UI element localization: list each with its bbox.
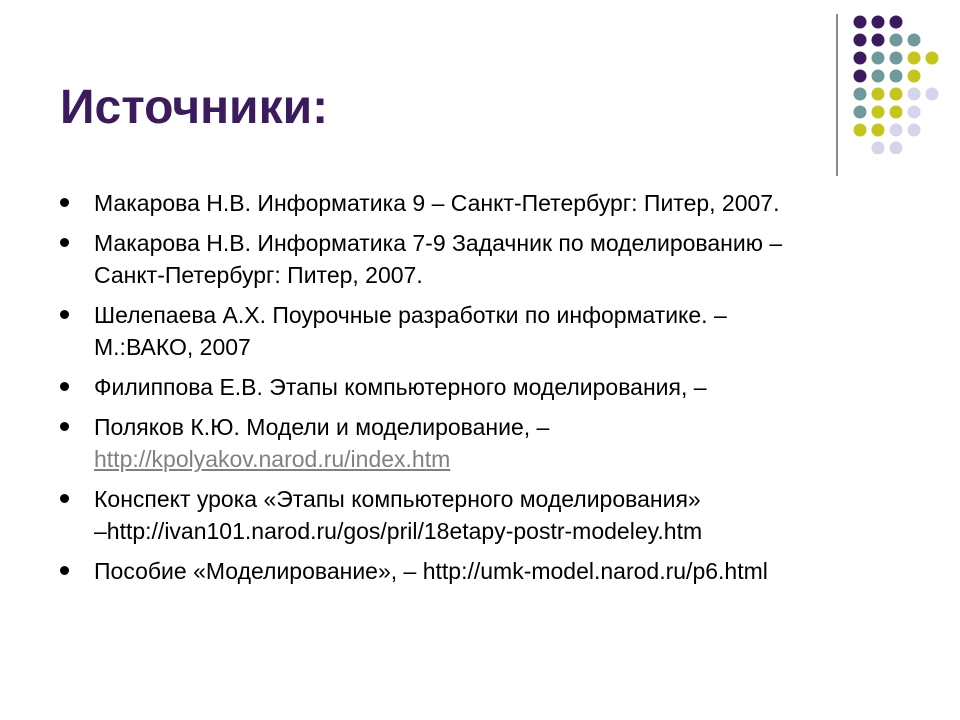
decorative-dot (854, 106, 867, 119)
bullet-icon (60, 198, 69, 207)
decorative-dot (890, 106, 903, 119)
decorative-dot (854, 70, 867, 83)
source-item-1 (60, 187, 920, 219)
decorative-dot (872, 70, 885, 83)
decorative-dot (926, 52, 939, 65)
decorative-dot (854, 52, 867, 65)
decorative-dot (926, 88, 939, 101)
source-item-text: Санкт-Петербург: Питер, 2007. (94, 262, 423, 288)
source-item-text: Пособие «Моделирование», – http://umk-model.narod.ru/p6.html (94, 558, 768, 584)
decorative-dot (908, 34, 921, 47)
bullet-icon (60, 382, 69, 391)
bullet-icon (60, 310, 69, 319)
source-item-text: М.:ВАКО, 2007 (94, 334, 251, 360)
decorative-dot (872, 34, 885, 47)
source-item-6 (60, 483, 920, 547)
decorative-dot (872, 16, 885, 29)
decorative-dot (890, 16, 903, 29)
decorative-dot (908, 106, 921, 119)
decorative-dot (908, 70, 921, 83)
source-item-2 (60, 227, 920, 291)
decorative-dot (890, 142, 903, 155)
decorative-dot (872, 88, 885, 101)
source-item-text: Филиппова Е.В. Этапы компьютерного моделирования, – (94, 374, 707, 400)
decorative-dot (890, 70, 903, 83)
bullet-icon (60, 422, 69, 431)
source-item-text: Поляков К.Ю. Модели и моделирование, – (94, 414, 550, 440)
sources-list (60, 187, 920, 595)
source-item-text: Макарова Н.В. Информатика 7-9 Задачник по моделированию – (94, 230, 783, 256)
decorative-dot-grid (852, 14, 948, 154)
decorative-dot (854, 34, 867, 47)
source-item-text: –http://ivan101.narod.ru/gos/pril/18etapy-postr-modeley.htm (94, 518, 703, 544)
source-item-3 (60, 299, 920, 363)
decorative-dot (890, 88, 903, 101)
bullet-icon (60, 494, 69, 503)
decorative-dot (872, 106, 885, 119)
decorative-dot (854, 124, 867, 137)
decorative-dot (908, 88, 921, 101)
kpolyakov-link[interactable]: http://kpolyakov.narod.ru/index.htm (94, 446, 451, 472)
decorative-dot (908, 52, 921, 65)
decorative-dot (890, 52, 903, 65)
decorative-dot (854, 88, 867, 101)
source-item-text: Шелепаева А.Х. Поурочные разработки по информатике. – (94, 302, 727, 328)
decorative-dot (872, 142, 885, 155)
decorative-dot (908, 124, 921, 137)
decorative-dot (872, 52, 885, 65)
source-item-text: Макарова Н.В. Информатика 9 – Санкт-Петербург: Питер, 2007. (94, 190, 780, 216)
slide-title: Источники: (60, 81, 329, 134)
source-item-text: Конспект урока «Этапы компьютерного моделирования» (94, 486, 701, 512)
bullet-icon (60, 566, 69, 575)
decorative-divider (836, 14, 838, 176)
source-item-5 (60, 411, 920, 475)
bullet-icon (60, 238, 69, 247)
decorative-dot (872, 124, 885, 137)
decorative-dot (854, 16, 867, 29)
decorative-dot (890, 34, 903, 47)
source-item-7 (60, 555, 920, 587)
source-item-4 (60, 371, 920, 403)
decorative-dot (890, 124, 903, 137)
